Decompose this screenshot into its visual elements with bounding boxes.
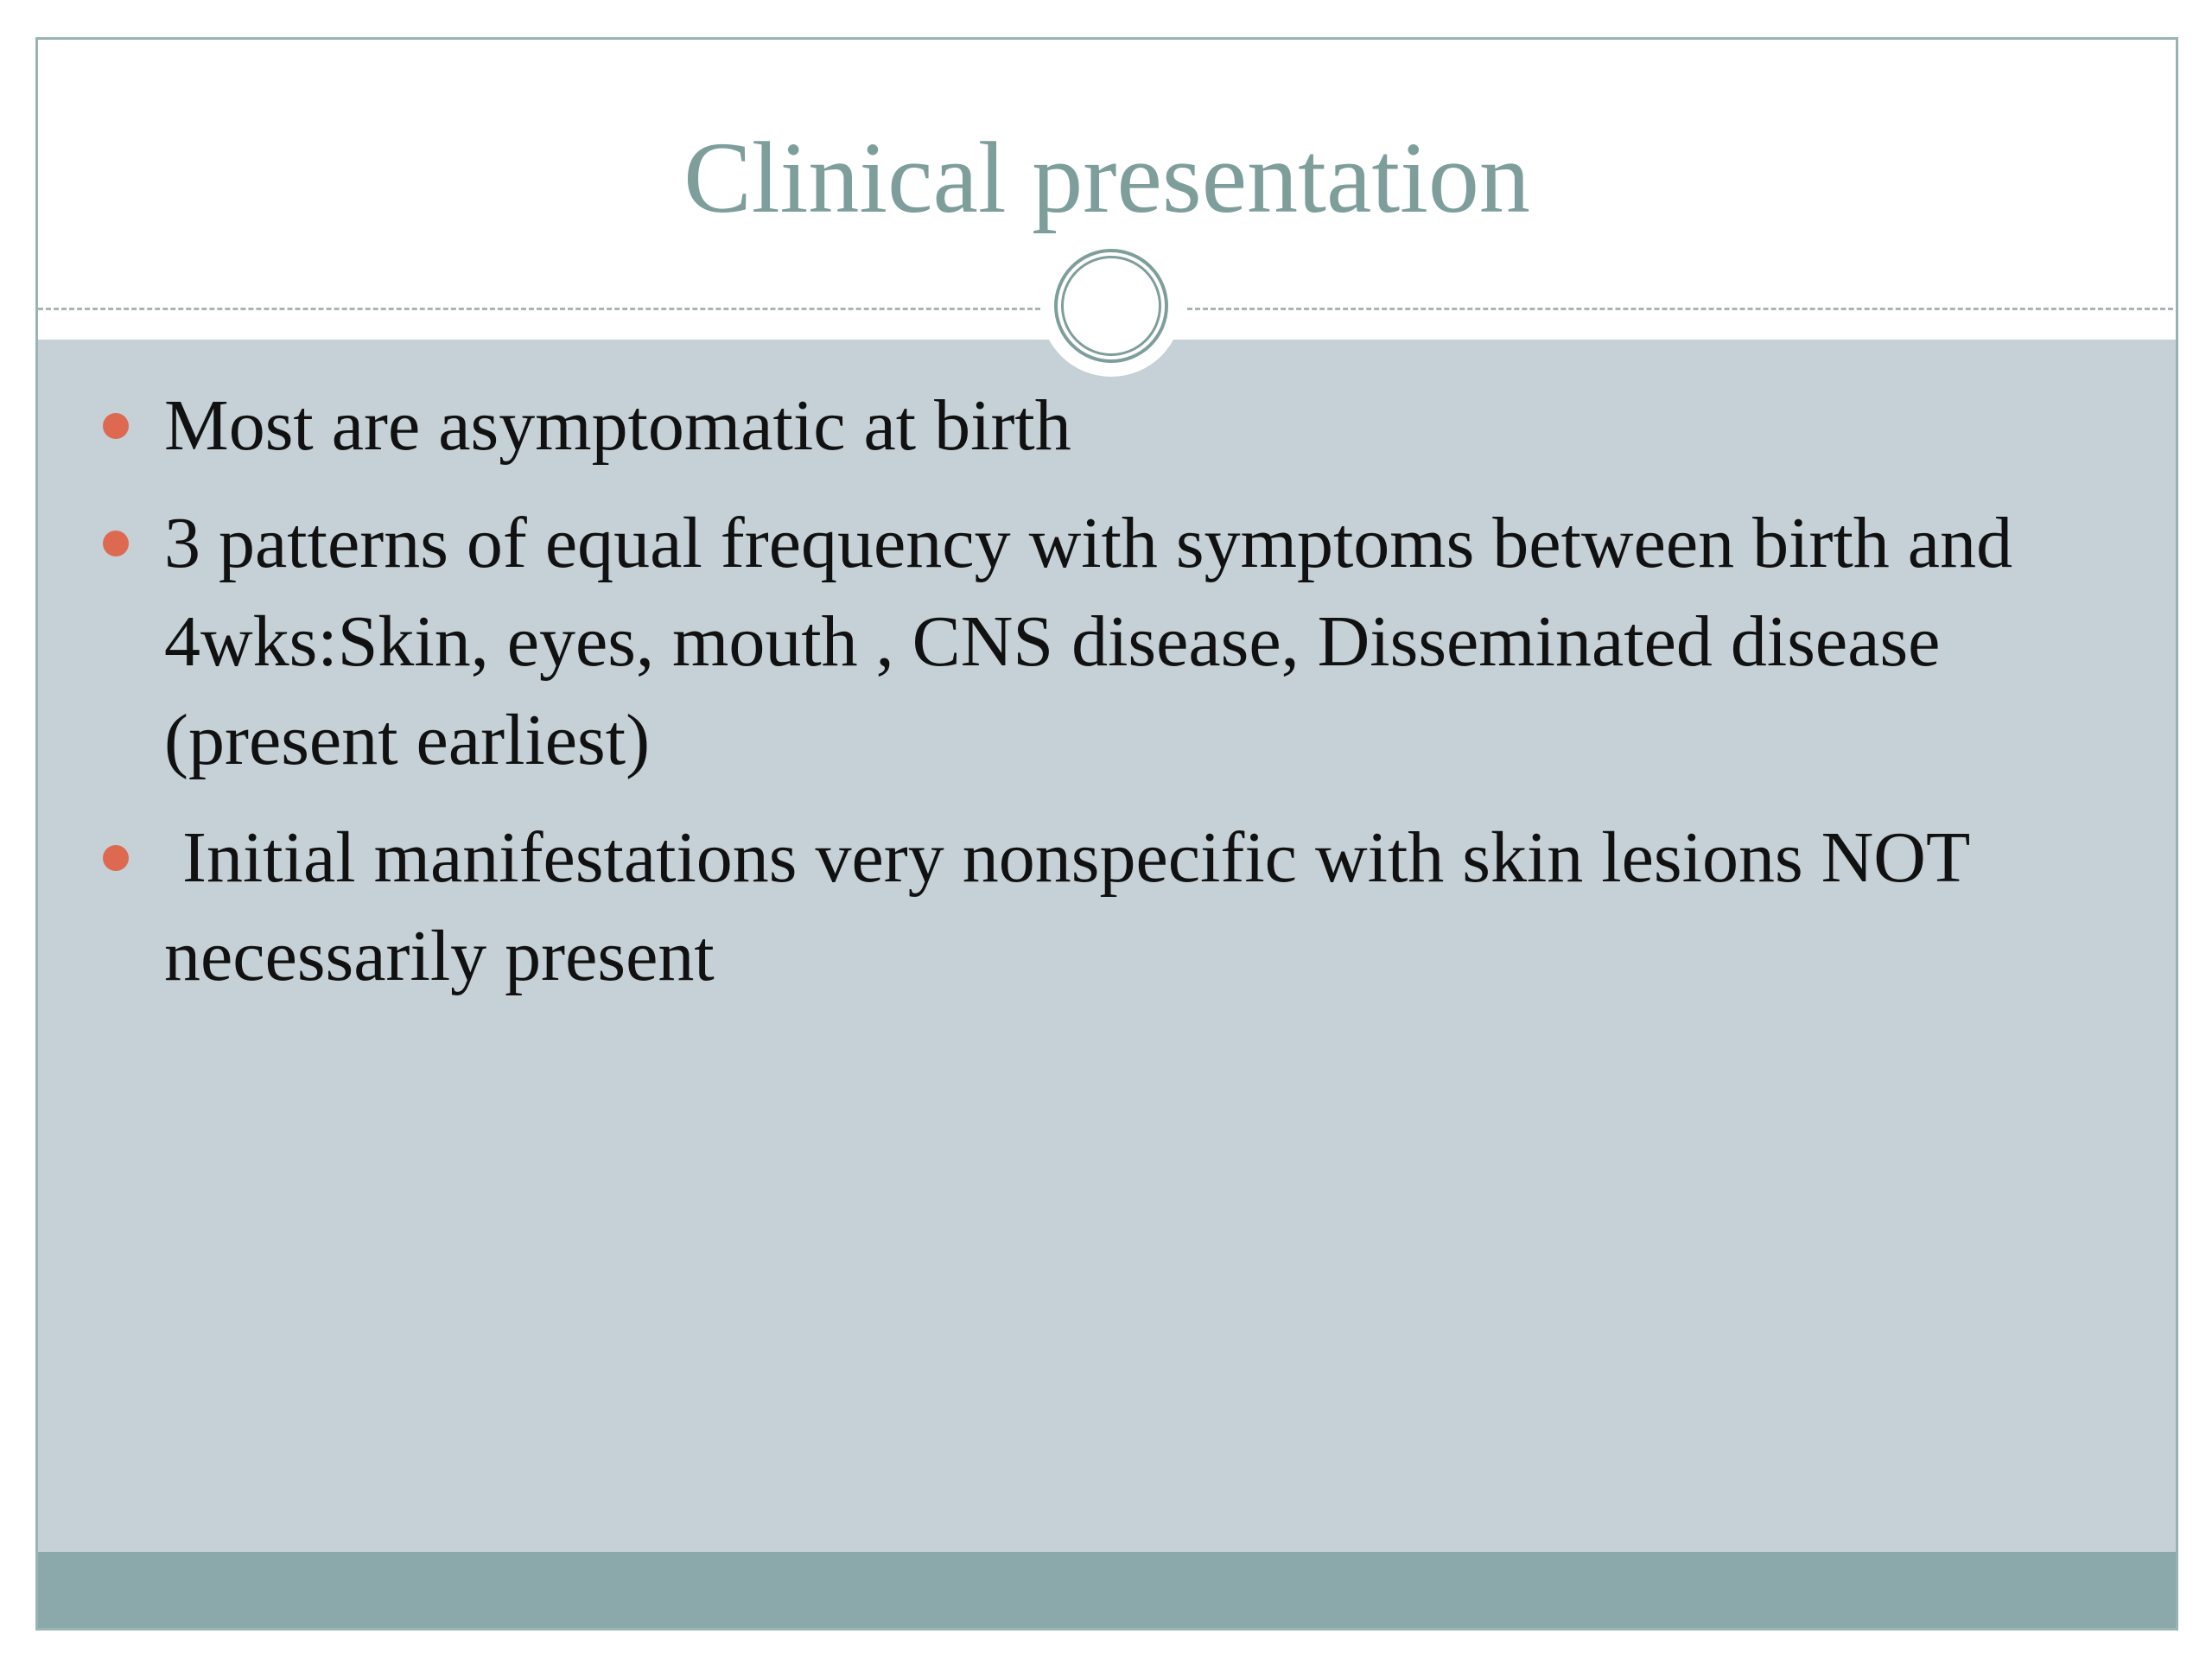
- title-divider-right: [1187, 308, 2178, 310]
- footer-band: [38, 1552, 2176, 1630]
- bullet-text: Most are asymptomatic at birth: [164, 385, 1071, 466]
- bullet-item: [38, 494, 2176, 790]
- bullet-text: Initial manifestations very nonspecific with skin lesions NOT necessarily present: [164, 817, 1987, 996]
- circle-ornament-inner-ring: [1061, 256, 1161, 356]
- bullet-text: 3 patterns of equal frequency with symptoms between birth and 4wks:Skin, eyes, mouth , CNS disease, Disseminated disease (present earliest): [164, 503, 2013, 780]
- slide-title: Clinical presentation: [683, 121, 1530, 234]
- title-divider-left: [38, 308, 1040, 310]
- bullet-dot-icon: [103, 531, 129, 556]
- slide: [35, 37, 2178, 1630]
- bullet-dot-icon: [103, 845, 129, 871]
- bullet-dot-icon: [103, 413, 129, 439]
- bullet-item: [38, 377, 2176, 475]
- bullet-item: [38, 809, 2176, 1006]
- bullet-list: [38, 377, 2176, 1025]
